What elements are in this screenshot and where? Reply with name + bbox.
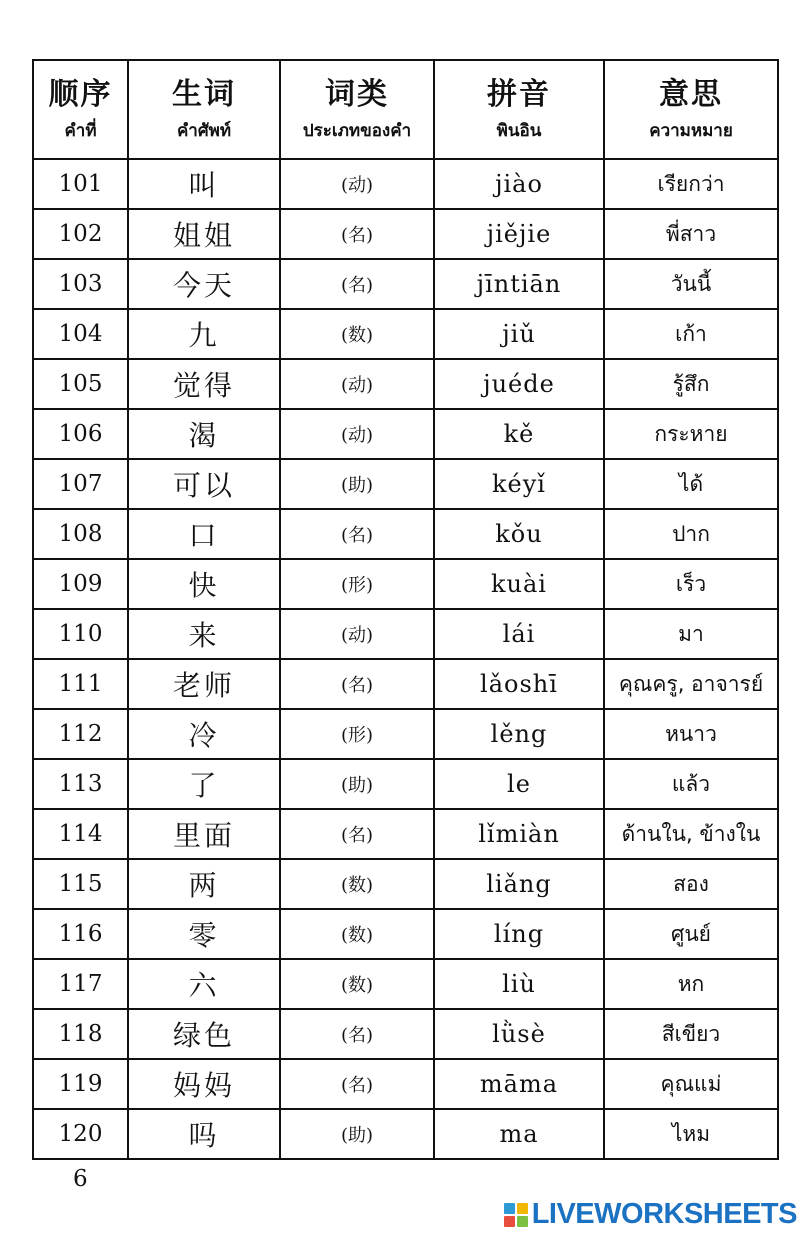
row-meaning: พี่สาว <box>604 209 778 259</box>
row-pinyin: lǐmiàn <box>434 809 604 859</box>
header-meaning-thai: ความหมาย <box>649 120 733 141</box>
row-part-of-speech: (名) <box>280 1009 434 1059</box>
row-meaning: รู้สึก <box>604 359 778 409</box>
row-word: 觉得 <box>128 359 280 409</box>
row-word: 快 <box>128 559 280 609</box>
row-number: 102 <box>33 209 128 259</box>
row-part-of-speech: (名) <box>280 809 434 859</box>
header-pos-thai: ประเภทของคำ <box>302 120 412 141</box>
row-number: 108 <box>33 509 128 559</box>
table-row <box>33 759 778 809</box>
logo-square-1 <box>504 1203 515 1214</box>
row-word: 零 <box>128 909 280 959</box>
table-row <box>33 409 778 459</box>
row-word: 今天 <box>128 259 280 309</box>
row-number: 117 <box>33 959 128 1009</box>
row-part-of-speech: (名) <box>280 659 434 709</box>
header-word-thai: คำศัพท์ <box>176 120 232 141</box>
table-row <box>33 609 778 659</box>
row-part-of-speech: (动) <box>280 359 434 409</box>
row-part-of-speech: (数) <box>280 909 434 959</box>
row-part-of-speech: (助) <box>280 759 434 809</box>
row-meaning: เก้า <box>604 309 778 359</box>
row-pinyin: jiào <box>434 159 604 209</box>
row-part-of-speech: (名) <box>280 209 434 259</box>
row-word: 渴 <box>128 409 280 459</box>
row-meaning: คุณครู, อาจารย์ <box>604 659 778 709</box>
row-number: 111 <box>33 659 128 709</box>
row-number: 106 <box>33 409 128 459</box>
row-number: 119 <box>33 1059 128 1109</box>
table-row <box>33 509 778 559</box>
table-row <box>33 709 778 759</box>
row-word: 老师 <box>128 659 280 709</box>
row-pinyin: le <box>434 759 604 809</box>
logo-square-2 <box>517 1203 528 1214</box>
liveworksheets-brand <box>504 1198 797 1231</box>
row-part-of-speech: (数) <box>280 859 434 909</box>
row-meaning: หนาว <box>604 709 778 759</box>
table-row <box>33 859 778 909</box>
row-part-of-speech: (动) <box>280 159 434 209</box>
row-part-of-speech: (形) <box>280 709 434 759</box>
row-number: 118 <box>33 1009 128 1059</box>
row-word: 两 <box>128 859 280 909</box>
row-meaning: ศูนย์ <box>604 909 778 959</box>
row-meaning: แล้ว <box>604 759 778 809</box>
row-meaning: สีเขียว <box>604 1009 778 1059</box>
header-row <box>33 60 778 159</box>
row-pinyin: líng <box>434 909 604 959</box>
table-row <box>33 1109 778 1159</box>
row-meaning: วันนี้ <box>604 259 778 309</box>
brand-text: LIVEWORKSHEETS <box>531 1198 797 1230</box>
row-pinyin: jiějie <box>434 209 604 259</box>
row-word: 六 <box>128 959 280 1009</box>
table-row <box>33 909 778 959</box>
row-word: 叫 <box>128 159 280 209</box>
row-part-of-speech: (助) <box>280 1109 434 1159</box>
header-pinyin-thai: พินอิน <box>496 120 542 141</box>
row-pinyin: juéde <box>434 359 604 409</box>
table-body <box>33 159 778 1159</box>
row-number: 105 <box>33 359 128 409</box>
row-pinyin: kuài <box>434 559 604 609</box>
row-number: 120 <box>33 1109 128 1159</box>
row-meaning: ไหม <box>604 1109 778 1159</box>
header-meaning <box>604 60 778 159</box>
header-part-of-speech <box>280 60 434 159</box>
table-row <box>33 1059 778 1109</box>
row-pinyin: liǎng <box>434 859 604 909</box>
row-meaning: คุณแม่ <box>604 1059 778 1109</box>
table-row <box>33 159 778 209</box>
table-row <box>33 659 778 709</box>
row-pinyin: ma <box>434 1109 604 1159</box>
row-part-of-speech: (名) <box>280 1059 434 1109</box>
row-number: 101 <box>33 159 128 209</box>
row-part-of-speech: (名) <box>280 509 434 559</box>
row-word: 九 <box>128 309 280 359</box>
row-word: 来 <box>128 609 280 659</box>
row-word: 里面 <box>128 809 280 859</box>
row-part-of-speech: (数) <box>280 959 434 1009</box>
row-meaning: กระหาย <box>604 409 778 459</box>
row-part-of-speech: (名) <box>280 259 434 309</box>
header-pinyin <box>434 60 604 159</box>
row-meaning: เรียกว่า <box>604 159 778 209</box>
row-meaning: หก <box>604 959 778 1009</box>
row-part-of-speech: (形) <box>280 559 434 609</box>
row-pinyin: kě <box>434 409 604 459</box>
header-order <box>33 60 128 159</box>
row-meaning: เร็ว <box>604 559 778 609</box>
row-meaning: ได้ <box>604 459 778 509</box>
row-word: 绿色 <box>128 1009 280 1059</box>
logo-square-3 <box>504 1216 515 1227</box>
row-number: 110 <box>33 609 128 659</box>
row-number: 113 <box>33 759 128 809</box>
table-row <box>33 459 778 509</box>
row-pinyin: jiǔ <box>434 309 604 359</box>
row-number: 104 <box>33 309 128 359</box>
table-row <box>33 959 778 1009</box>
table-row <box>33 259 778 309</box>
table-row <box>33 209 778 259</box>
header-order-chinese: 顺序 <box>48 76 113 112</box>
header-pinyin-chinese: 拼音 <box>487 76 551 112</box>
row-pinyin: lái <box>434 609 604 659</box>
row-word: 冷 <box>128 709 280 759</box>
row-part-of-speech: (动) <box>280 409 434 459</box>
row-pinyin: kǒu <box>434 509 604 559</box>
row-word: 了 <box>128 759 280 809</box>
table-row <box>33 359 778 409</box>
table-row <box>33 1009 778 1059</box>
row-word: 妈妈 <box>128 1059 280 1109</box>
row-word: 口 <box>128 509 280 559</box>
row-number: 114 <box>33 809 128 859</box>
row-number: 116 <box>33 909 128 959</box>
row-pinyin: lǜsè <box>434 1009 604 1059</box>
row-part-of-speech: (数) <box>280 309 434 359</box>
row-part-of-speech: (动) <box>280 609 434 659</box>
row-number: 109 <box>33 559 128 609</box>
row-pinyin: jīntiān <box>434 259 604 309</box>
row-pinyin: lěng <box>434 709 604 759</box>
row-meaning: ด้านใน, ข้างใน <box>604 809 778 859</box>
row-number: 115 <box>33 859 128 909</box>
row-meaning: ปาก <box>604 509 778 559</box>
row-word: 可以 <box>128 459 280 509</box>
page-number: 6 <box>73 1166 88 1192</box>
table-row <box>33 559 778 609</box>
row-pinyin: liù <box>434 959 604 1009</box>
header-word-chinese: 生词 <box>172 76 236 112</box>
header-pos-chinese: 词类 <box>325 76 389 112</box>
table-row <box>33 309 778 359</box>
header-word <box>128 60 280 159</box>
row-pinyin: māma <box>434 1059 604 1109</box>
row-meaning: มา <box>604 609 778 659</box>
row-meaning: สอง <box>604 859 778 909</box>
row-pinyin: lǎoshī <box>434 659 604 709</box>
header-meaning-chinese: 意思 <box>659 76 723 112</box>
row-number: 107 <box>33 459 128 509</box>
table-row <box>33 809 778 859</box>
header-order-thai: คำที่ <box>64 120 97 141</box>
logo-square-4 <box>517 1216 528 1227</box>
liveworksheets-logo-icon <box>504 1203 528 1227</box>
row-part-of-speech: (助) <box>280 459 434 509</box>
row-number: 112 <box>33 709 128 759</box>
vocabulary-table <box>32 59 779 1160</box>
row-word: 姐姐 <box>128 209 280 259</box>
row-number: 103 <box>33 259 128 309</box>
row-word: 吗 <box>128 1109 280 1159</box>
table-header <box>33 60 778 159</box>
row-pinyin: kéyǐ <box>434 459 604 509</box>
